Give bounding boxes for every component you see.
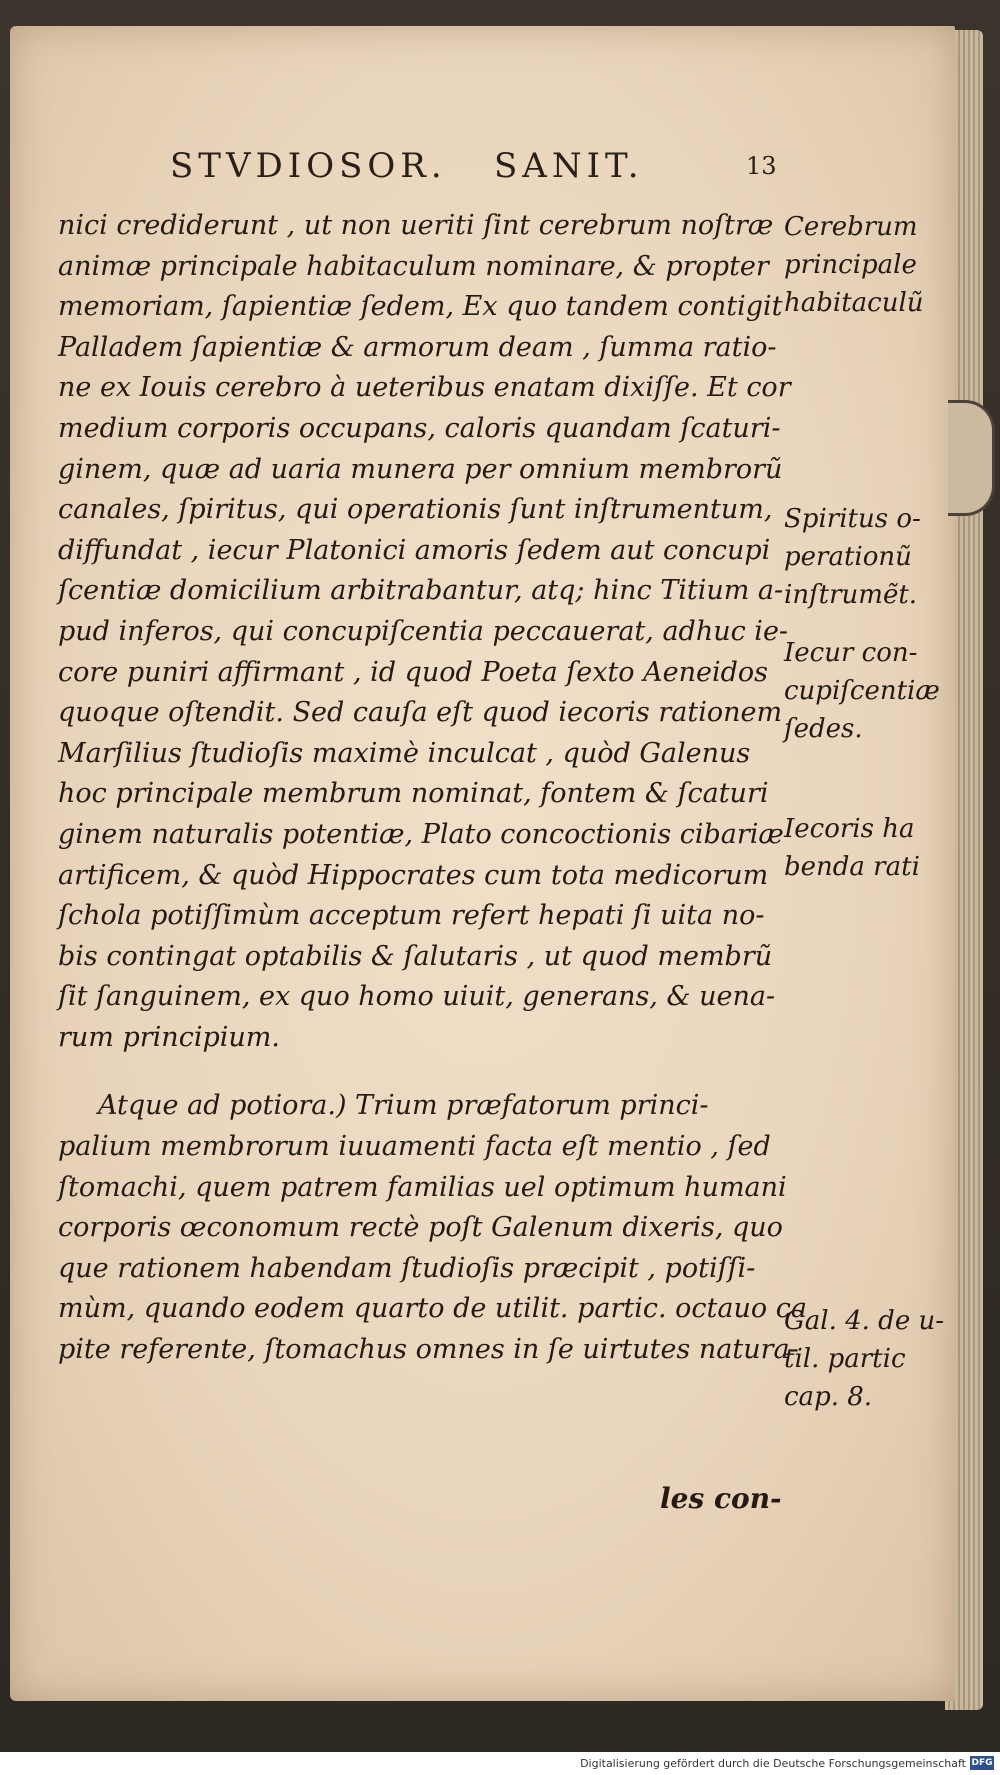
book-clasp	[948, 400, 995, 516]
text-line: palium membrorum iuuamenti facta eſt mentio , ſed	[58, 1131, 771, 1163]
text-line: artificem, & quòd Hippocrates cum tota medicorum	[58, 859, 769, 891]
margin-note-line: Cerebrum	[784, 212, 918, 242]
margin-note-line: Gal. 4. de u-	[784, 1306, 945, 1336]
text-line: ginem, quæ ad uaria munera per omnium membrorũ	[58, 453, 783, 485]
margin-note-line: perationũ	[784, 542, 912, 572]
margin-note-line: til. partic	[784, 1344, 906, 1374]
text-line: medium corporis occupans, caloris quandam ſcaturi-	[58, 412, 781, 444]
text-line: memoriam, ſapientiæ ſedem, Ex quo tandem contigit	[58, 291, 783, 323]
text-line: quoque oſtendit. Sed cauſa eſt quod iecoris rationem	[58, 697, 783, 729]
text-line: Marſilius ſtudioſis maximè inculcat , quòd Galenus	[58, 737, 751, 769]
text-line: ſchola potiſſimùm acceptum refert hepati ſi uita no-	[58, 900, 765, 932]
text-line: animæ principale habitaculum nominare, & propter	[58, 250, 769, 282]
text-line: core puniri affirmant , id quod Poeta ſexto Aeneidos	[58, 656, 769, 688]
margin-note-iecoris	[784, 810, 920, 886]
text-line: mùm, quando eodem quarto de utilit. partic. octauo ca	[58, 1293, 807, 1325]
catchword: les con-	[660, 1482, 782, 1515]
text-line: ſit ſanguinem, ex quo homo uiuit, generans, & uena-	[58, 981, 776, 1013]
text-line: que rationem habendam ſtudioſis præcipit , potiſſi-	[58, 1252, 756, 1284]
text-line: pud inferos, qui concupiſcentia peccauerat, adhuc ie-	[58, 615, 789, 647]
margin-note-iecur	[784, 634, 940, 748]
running-header	[170, 146, 770, 186]
text-line: hoc principale membrum nominat, fontem & ſcaturi	[58, 778, 769, 810]
text-line: ſcentiæ domicilium arbitrabantur, atq; hinc Titium a-	[58, 575, 784, 607]
margin-note-line: principale	[784, 250, 917, 280]
text-line: corporis œconomum rectè poſt Galenum dixeris, quo	[58, 1212, 783, 1244]
margin-note-spiritus	[784, 500, 921, 614]
header-right: SANIT.	[494, 146, 644, 186]
margin-note-line: cap. 8.	[784, 1382, 873, 1412]
margin-note-line: Iecoris ha	[784, 814, 915, 844]
margin-note-line: cupiſcentiæ	[784, 676, 940, 706]
header-left: STVDIOSOR.	[170, 146, 447, 186]
margin-note-line: Spiritus o-	[784, 504, 921, 534]
text-line: canales, ſpiritus, qui operationis ſunt inſtrumentum,	[58, 494, 773, 526]
paragraph-gap	[58, 1058, 778, 1086]
footer-bar	[0, 1752, 1000, 1775]
text-line: Palladem ſapientiæ & armorum deam , ſumma ratio-	[58, 331, 777, 363]
text-line: ginem naturalis potentiæ, Plato concoctionis cibariæ	[58, 818, 784, 850]
margin-note-line: habitaculũ	[784, 288, 924, 318]
text-line: bis contingat optabilis & ſalutaris , ut quod membrũ	[58, 940, 773, 972]
margin-note-cerebrum	[784, 208, 924, 322]
margin-note-galen	[784, 1302, 944, 1416]
text-line: ne ex Iouis cerebro à ueteribus enatam dixiſſe. Et cor	[58, 372, 791, 404]
text-line: nici crediderunt , ut non ueriti ſint cerebrum noſtræ	[58, 210, 774, 241]
text-line: diffundat , iecur Platonici amoris ſedem aut concupi	[58, 534, 771, 566]
margin-note-line: benda rati	[784, 852, 920, 882]
text-line: pite referente, ſtomachus omnes in ſe uirtutes natura-	[58, 1334, 799, 1366]
margin-note-line: Iecur con-	[784, 638, 918, 668]
text-line: rum principium.	[58, 1021, 280, 1053]
text-line: Atque ad potiora.) Trium præfatorum princi-	[98, 1090, 709, 1122]
text-line: ſtomachi, quem patrem familias uel optimum humani	[58, 1171, 787, 1203]
page-number: 13	[746, 152, 777, 180]
main-text	[58, 206, 807, 1371]
dfg-logo-icon: DFG	[971, 1758, 993, 1768]
footer-credit: Digitalisierung gefördert durch die Deutsche Forschungsgemeinschaft	[580, 1757, 966, 1770]
margin-note-line: inſtrumẽt.	[784, 580, 918, 610]
margin-note-line: ſedes.	[784, 714, 863, 744]
